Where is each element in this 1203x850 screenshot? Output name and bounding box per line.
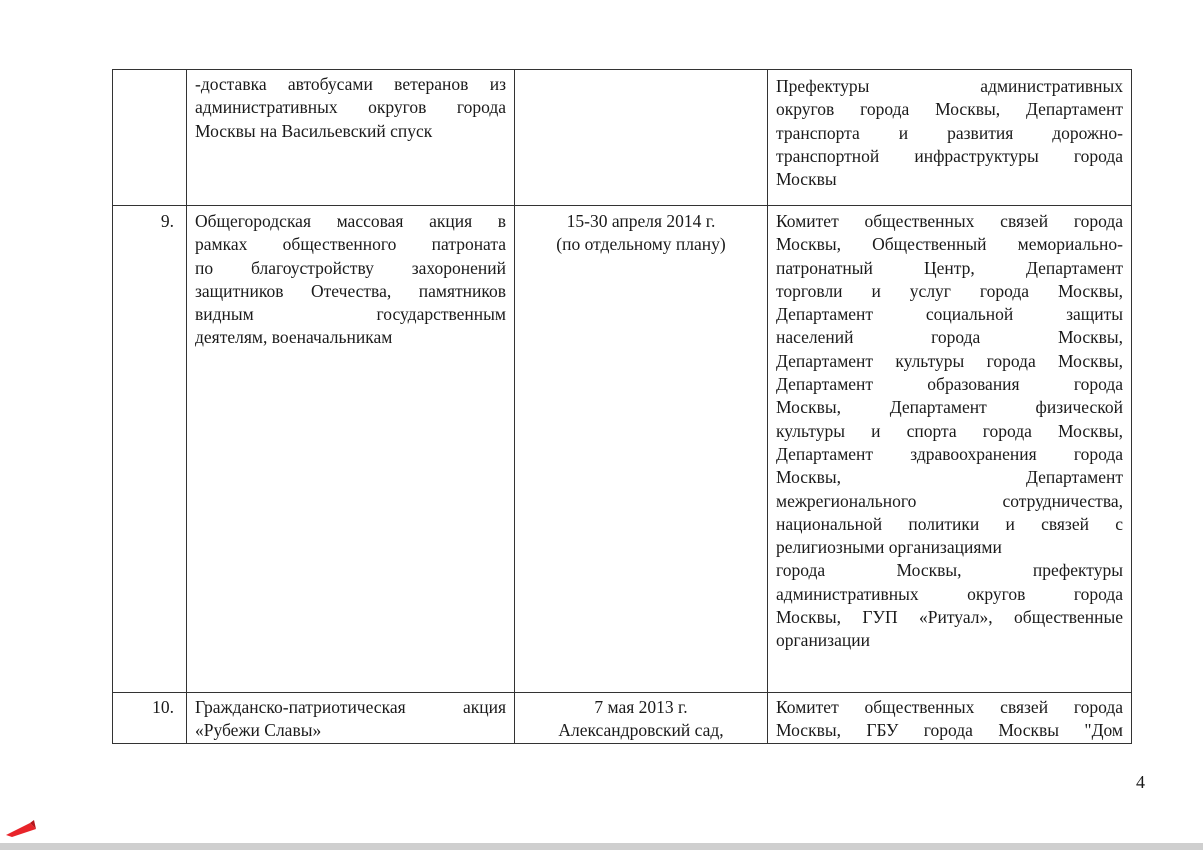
- responsible-line: Департамент социальной защиты: [776, 304, 1123, 325]
- responsible-line: национальной политики и связей с: [776, 513, 1123, 534]
- event-line: «Рубежи Славы»: [195, 720, 322, 741]
- event-line: деятелям, военачальникам: [195, 327, 393, 348]
- responsible-line: торговли и услуг города Москвы,: [776, 280, 1123, 301]
- date-cell: [515, 70, 768, 206]
- responsible-line: религиозными организациями: [776, 537, 1002, 558]
- event-line: Москвы на Васильевский спуск: [195, 120, 433, 141]
- event-cell: [187, 206, 515, 693]
- responsible-cell: [768, 693, 1132, 744]
- date-line: 15-30 апреля 2014 г.: [566, 211, 716, 231]
- event-line: по благоустройству захоронений: [195, 257, 506, 278]
- responsible-line: Москвы: [776, 169, 837, 190]
- date-line: 7 мая 2013 г.: [594, 697, 688, 717]
- responsible-line: Департамент культуры города Москвы,: [776, 350, 1123, 371]
- responsible-line: культуры и спорта города Москвы,: [776, 420, 1123, 441]
- responsible-line: города Москвы, префектуры: [776, 560, 1123, 581]
- event-line: защитников Отечества, памятников: [195, 280, 506, 301]
- event-line: Общегородская массовая акция в: [195, 211, 506, 231]
- responsible-line: Москвы, ГУП «Ритуал», общественные: [776, 607, 1123, 628]
- event-line: видным государственным: [195, 304, 506, 325]
- responsible-cell: [768, 70, 1132, 206]
- responsible-line: транспортной инфраструктуры города: [776, 145, 1123, 166]
- responsible-line: округов города Москвы, Департамент: [776, 99, 1123, 120]
- responsible-line: Комитет общественных связей города: [776, 211, 1123, 231]
- responsible-line: Москвы, Общественный мемориально-: [776, 234, 1123, 255]
- date-line: (по отдельному плану): [556, 234, 726, 255]
- page-number: 4: [1136, 772, 1145, 792]
- responsible-line: административных округов города: [776, 583, 1123, 604]
- date-cell: [515, 206, 768, 693]
- row-number: 9.: [113, 206, 187, 693]
- table-row: [113, 693, 1132, 744]
- responsible-line: Департамент образования города: [776, 374, 1123, 395]
- table-row: [113, 206, 1132, 693]
- corner-stamp-icon: [4, 817, 38, 837]
- event-line: -доставка автобусами ветеранов из: [195, 74, 506, 94]
- row-number: 10.: [113, 693, 187, 744]
- responsible-line: организации: [776, 630, 870, 651]
- responsible-cell: [768, 206, 1132, 693]
- responsible-line: межрегионального сотрудничества,: [776, 490, 1123, 511]
- date-cell: [515, 693, 768, 744]
- responsible-line: патронатный Центр, Департамент: [776, 257, 1123, 278]
- responsible-line: населений города Москвы,: [776, 327, 1123, 348]
- responsible-line: Москвы, Департамент физической: [776, 397, 1123, 418]
- date-line: Александровский сад,: [558, 720, 724, 741]
- page-bottom-edge: [0, 843, 1203, 850]
- events-table: [112, 69, 1132, 744]
- responsible-line: Префектуры административных: [776, 76, 1123, 96]
- row-number: [113, 70, 187, 206]
- event-line: рамках общественного патроната: [195, 234, 506, 255]
- responsible-line: Комитет общественных связей города: [776, 697, 1123, 717]
- event-cell: [187, 70, 515, 206]
- event-line: административных округов города: [195, 97, 506, 118]
- event-line: Гражданско-патриотическая акция: [195, 697, 506, 717]
- responsible-line: транспорта и развития дорожно-: [776, 122, 1123, 143]
- responsible-line: Департамент здравоохранения города: [776, 443, 1123, 464]
- responsible-line: Москвы, ГБУ города Москвы "Дом: [776, 720, 1123, 741]
- responsible-line: Москвы, Департамент: [776, 467, 1123, 488]
- event-cell: [187, 693, 515, 744]
- table-row: [113, 70, 1132, 206]
